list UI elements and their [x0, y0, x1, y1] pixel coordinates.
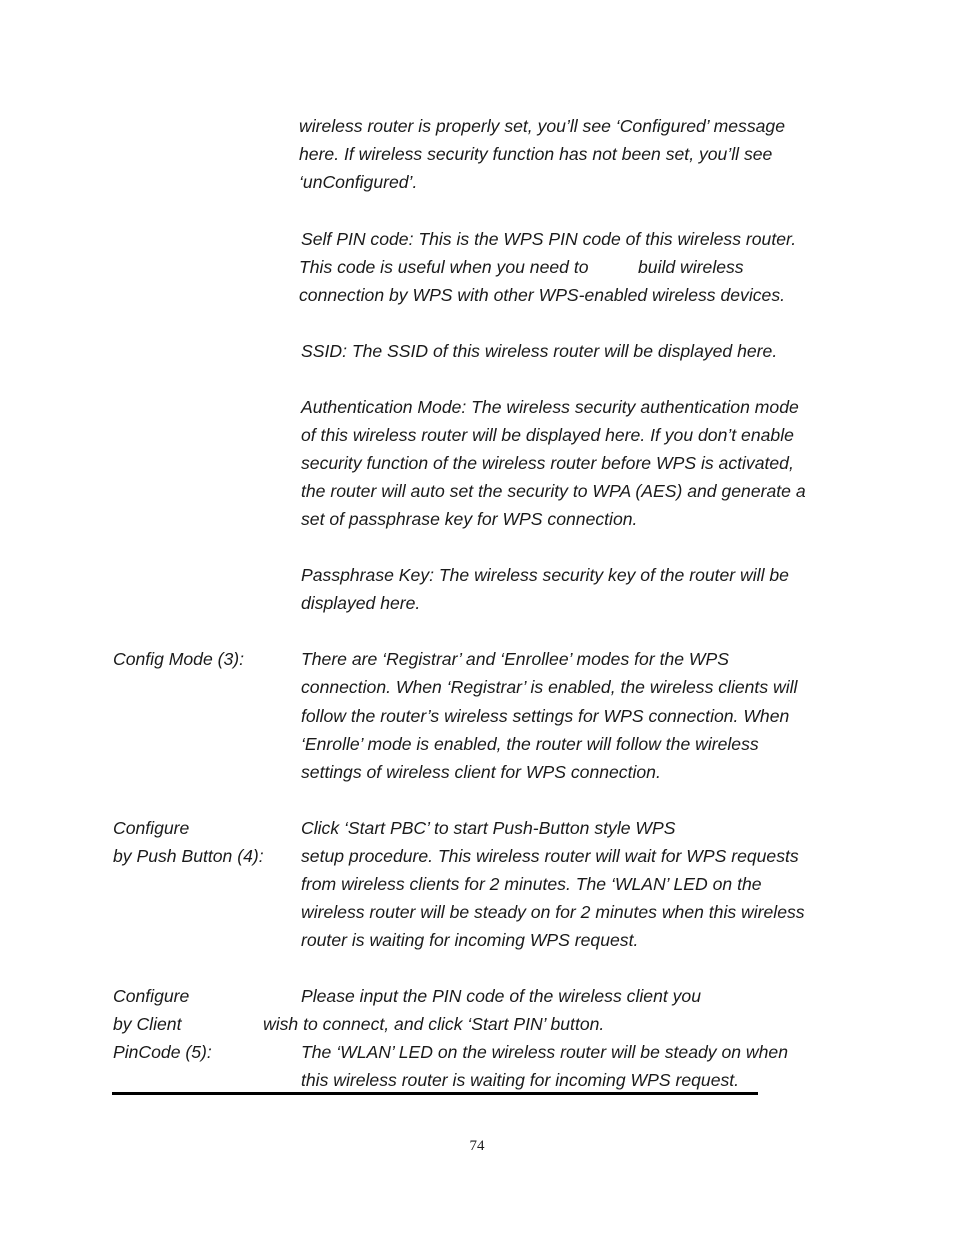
client-pin-term: PinCode (5):	[113, 1042, 212, 1062]
ssid-line: SSID: The SSID of this wireless router will be displayed here.	[301, 341, 778, 361]
client-pin-desc-line: Please input the PIN code of the wireless client you	[301, 986, 701, 1006]
config-mode-desc-line: There are ‘Registrar’ and ‘Enrollee’ modes for the WPS	[301, 649, 729, 669]
auth-mode-line: the router will auto set the security to WPA (AES) and generate a	[301, 481, 806, 501]
auth-mode-line: of this wireless router will be displayed here. If you don’t enable	[301, 425, 794, 445]
client-pin-term: by Client	[113, 1014, 182, 1034]
self-pin-line: This code is useful when you need to	[299, 257, 589, 277]
push-button-term: by Push Button (4):	[113, 846, 264, 866]
intro-line: here. If wireless security function has not been set, you’ll see	[299, 144, 773, 164]
intro-line: ‘unConfigured’.	[299, 172, 418, 192]
config-mode-desc-line: settings of wireless client for WPS connection.	[301, 762, 661, 782]
config-mode-desc-line: connection. When ‘Registrar’ is enabled, the wireless clients will	[301, 677, 798, 697]
client-pin-desc-line: wish to connect, and click ‘Start PIN’ button.	[263, 1014, 605, 1034]
auth-mode-line: Authentication Mode: The wireless security authentication mode	[301, 397, 799, 417]
push-button-desc-line: router is waiting for incoming WPS request.	[301, 930, 639, 950]
passphrase-line: displayed here.	[301, 593, 421, 613]
push-button-desc-line: from wireless clients for 2 minutes. The ‘WLAN’ LED on the	[301, 874, 762, 894]
client-pin-desc-line: The ‘WLAN’ LED on the wireless router will be steady on when	[301, 1042, 788, 1062]
push-button-desc-line: setup procedure. This wireless router will wait for WPS requests	[301, 846, 799, 866]
intro-line: wireless router is properly set, you’ll see ‘Configured’ message	[299, 116, 786, 136]
client-pin-term: Configure	[113, 986, 190, 1006]
auth-mode-line: set of passphrase key for WPS connection.	[301, 509, 638, 529]
auth-mode-line: security function of the wireless router before WPS is activated,	[301, 453, 794, 473]
config-mode-term: Config Mode (3):	[113, 649, 245, 669]
passphrase-line: Passphrase Key: The wireless security key of the router will be	[301, 565, 789, 585]
push-button-desc-line: wireless router will be steady on for 2 minutes when this wireless	[301, 902, 805, 922]
self-pin-line: Self PIN code: This is the WPS PIN code of this wireless router.	[301, 229, 797, 249]
page-number: 74	[469, 1138, 485, 1154]
push-button-desc-line: Click ‘Start PBC’ to start Push-Button style WPS	[301, 818, 676, 838]
self-pin-line: connection by WPS with other WPS-enabled wireless devices.	[299, 285, 786, 305]
config-mode-desc-line: follow the router’s wireless settings for WPS connection. When	[301, 706, 790, 726]
footer-rule	[112, 1092, 758, 1095]
client-pin-desc-line: this wireless router is waiting for incoming WPS request.	[301, 1070, 740, 1090]
self-pin-line: build wireless	[638, 257, 744, 277]
push-button-term: Configure	[113, 818, 190, 838]
config-mode-desc-line: ‘Enrolle’ mode is enabled, the router will follow the wireless	[301, 734, 759, 754]
